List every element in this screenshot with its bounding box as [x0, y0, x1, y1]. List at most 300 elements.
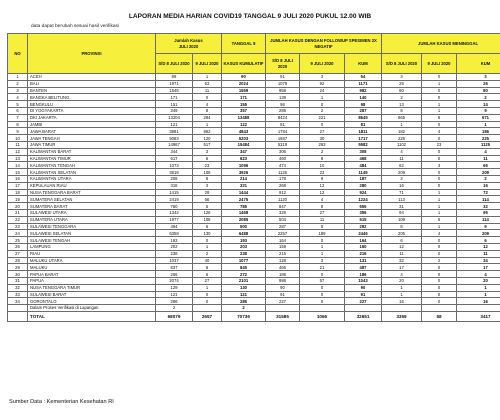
row-kumulatif: 845 — [222, 264, 266, 271]
row-s8: 2419 — [156, 196, 193, 203]
row-province: BANTEN — [28, 87, 156, 94]
row-followup-j9: 9 — [300, 175, 345, 182]
row-meninggal-s8: 1 — [382, 291, 422, 298]
row-s8: 1415 — [156, 189, 193, 196]
row-meninggal-j9: 6 — [422, 114, 457, 121]
header-jumlah-kasus-title: Jumlah Kasus — [174, 38, 203, 44]
row-no: 16 — [8, 175, 28, 182]
row-province: MALUKU UTARA — [28, 257, 156, 264]
row-meninggal-kum: 6 — [457, 237, 500, 244]
row-kumulatif: 500 — [222, 223, 266, 230]
row-meninggal-kum: 80 — [457, 87, 500, 94]
row-j9: 2 — [193, 250, 222, 257]
row-kumulatif: 286 — [222, 298, 266, 305]
table-row — [8, 101, 500, 108]
row-province: MALUKU — [28, 264, 156, 271]
row-no: 22 — [8, 216, 28, 223]
table-row — [8, 277, 500, 284]
table-row — [8, 196, 500, 203]
table-row — [8, 87, 500, 94]
row-no: 31 — [8, 277, 28, 284]
table-row — [8, 243, 500, 250]
row-meninggal-kum: 11 — [457, 155, 500, 162]
row-meninggal-s8: 1 — [382, 284, 422, 291]
row-no: 8 — [8, 121, 28, 128]
row-followup-j9: 27 — [300, 128, 345, 135]
row-kumulatif: 122 — [222, 121, 266, 128]
row-s8: 171 — [156, 94, 193, 101]
row-province: Dalam Proses Verifikasi di Lapangan — [28, 305, 156, 312]
row-followup-j9: 3 — [300, 257, 345, 264]
row-followup-j9: 0 — [300, 284, 345, 291]
source-note: Sumber Data : Kementerian Kesehatan RI — [9, 399, 114, 405]
row-followup-kum: 164 — [345, 237, 382, 244]
row-followup-kum: 515 — [345, 216, 382, 223]
table-row — [8, 305, 500, 312]
row-meninggal-j9: 1 — [422, 80, 457, 87]
row-j9: 1 — [193, 74, 222, 81]
row-j9: 130 — [193, 230, 222, 237]
row-meninggal-j9: 0 — [422, 94, 457, 101]
row-followup-s8: 1687 — [266, 135, 300, 142]
table-row — [8, 264, 500, 271]
row-j9: 1 — [193, 121, 222, 128]
row-meninggal-j9: 0 — [422, 243, 457, 250]
table-row — [8, 155, 500, 162]
row-no: 20 — [8, 203, 28, 210]
row-followup-j9: 0 — [300, 237, 345, 244]
row-no: 18 — [8, 189, 28, 196]
row-meninggal-s8: 2 — [382, 175, 422, 182]
row-meninggal-s8: 80 — [382, 87, 422, 94]
table-row — [8, 162, 500, 169]
row-followup-s8: 466 — [266, 264, 300, 271]
row-followup-j9: 8 — [300, 155, 345, 162]
row-meninggal-kum: 209 — [457, 169, 500, 176]
row-province: KALIMANTAN BARAT — [28, 148, 156, 155]
row-s8: 6358 — [156, 230, 193, 237]
table-row — [8, 169, 500, 176]
row-meninggal-s8: 13 — [382, 101, 422, 108]
row-meninggal-j9: 0 — [422, 121, 457, 128]
row-followup-j9: 21 — [300, 264, 345, 271]
row-j9: 8 — [193, 264, 222, 271]
row-province: PAPUA BARAT — [28, 271, 156, 278]
row-kumulatif: 6488 — [222, 230, 266, 237]
row-followup-j9: 92 — [300, 80, 345, 87]
table-row — [8, 298, 500, 305]
row-meninggal-s8: 8 — [382, 223, 422, 230]
row-meninggal-kum: 2 — [457, 94, 500, 101]
table-row — [8, 257, 500, 264]
row-followup-s8: 1784 — [266, 128, 300, 135]
row-s8: 193 — [156, 237, 193, 244]
row-meninggal-s8: 8 — [382, 107, 422, 114]
row-meninggal-j9: 1 — [422, 101, 457, 108]
row-j9: 4 — [193, 101, 222, 108]
row-j9: 0 — [193, 291, 222, 298]
header-j9-followup: 9 JULI 2020 — [300, 54, 345, 74]
row-province: DKI JAKARTA — [28, 114, 156, 121]
row-followup-j9: 1066 — [300, 311, 345, 321]
row-kumulatif: 155 — [222, 101, 266, 108]
row-meninggal-kum: 9 — [457, 107, 500, 114]
row-s8: 780 — [156, 203, 193, 210]
row-kumulatif: 2101 — [222, 277, 266, 284]
row-meninggal-kum: 26 — [457, 80, 500, 87]
row-j9: 6 — [193, 155, 222, 162]
table-body — [8, 74, 500, 322]
row-followup-kum: 1043 — [345, 277, 382, 284]
table-row — [8, 94, 500, 101]
row-province: SULAWESI UTARA — [28, 209, 156, 216]
header-jumlah-kasus-sub: JULI 2020 — [178, 43, 199, 49]
row-j9: 517 — [193, 141, 222, 148]
row-j9: 11 — [193, 87, 222, 94]
row-meninggal-s8: 109 — [382, 216, 422, 223]
header-kum-followup: KUM — [345, 54, 382, 74]
row-followup-s8: 164 — [266, 237, 300, 244]
row-s8: 494 — [156, 223, 193, 230]
header-kum-meninggal: KUM — [457, 54, 500, 74]
row-no: 7 — [8, 114, 28, 121]
row-meninggal-j9: 0 — [422, 284, 457, 291]
table-row — [8, 250, 500, 257]
row-kumulatif: 321 — [222, 182, 266, 189]
row-kumulatif: 785 — [222, 203, 266, 210]
row-meninggal-kum: 14 — [457, 101, 500, 108]
table-row — [8, 209, 500, 216]
row-no: 29 — [8, 264, 28, 271]
row-followup-s8: 287 — [266, 223, 300, 230]
row-followup-s8: 91 — [266, 291, 300, 298]
row-province: DI YOGYAKARTA — [28, 107, 156, 114]
row-no: 2 — [8, 80, 28, 87]
row-meninggal-kum: 95 — [457, 209, 500, 216]
row-meninggal-kum: 20 — [457, 277, 500, 284]
row-followup-kum: 356 — [345, 209, 382, 216]
row-followup-kum: 468 — [345, 155, 382, 162]
row-followup-s8: 474 — [266, 162, 300, 169]
row-meninggal-kum: 72 — [457, 189, 500, 196]
row-meninggal-s8: 32 — [382, 257, 422, 264]
row-kumulatif: 3926 — [222, 169, 266, 176]
row-s8: 5083 — [156, 135, 193, 142]
row-s8: 206 — [156, 175, 193, 182]
row-kumulatif: 5203 — [222, 135, 266, 142]
row-no: 17 — [8, 182, 28, 189]
row-followup-j9: 11 — [300, 216, 345, 223]
row-meninggal-j9 — [422, 305, 457, 312]
row-no: 21 — [8, 209, 28, 216]
row-j9: 0 — [193, 237, 222, 244]
row-meninggal-kum: 4 — [457, 271, 500, 278]
row-followup-s8: 215 — [266, 250, 300, 257]
table-row — [8, 141, 500, 148]
row-meninggal-s8: 225 — [382, 135, 422, 142]
row-no: 30 — [8, 271, 28, 278]
row-no — [8, 305, 28, 312]
row-meninggal-s8: 2 — [382, 94, 422, 101]
table-row — [8, 182, 500, 189]
table-row — [8, 189, 500, 196]
row-meninggal-kum: 32 — [457, 203, 500, 210]
row-meninggal-kum: 225 — [457, 135, 500, 142]
row-meninggal-s8: 17 — [382, 264, 422, 271]
row-s8: 202 — [156, 243, 193, 250]
row-meninggal-j9: 0 — [422, 277, 457, 284]
row-meninggal-s8: 205 — [382, 230, 422, 237]
row-kumulatif: 357 — [222, 107, 266, 114]
row-province: RIAU — [28, 250, 156, 257]
row-followup-kum: 1224 — [345, 196, 382, 203]
row-meninggal-s8 — [382, 305, 422, 312]
row-meninggal-kum: 16 — [457, 182, 500, 189]
row-followup-s8: 51 — [266, 74, 300, 81]
row-kumulatif: 2024 — [222, 80, 266, 87]
row-meninggal-s8: 1102 — [382, 141, 422, 148]
row-meninggal-kum: 16 — [457, 298, 500, 305]
row-followup-kum: 2446 — [345, 230, 382, 237]
row-s8: 318 — [156, 182, 193, 189]
table-row — [8, 80, 500, 87]
row-kumulatif: 347 — [222, 148, 266, 155]
row-province: LAMPUNG — [28, 243, 156, 250]
row-province: TOTAL — [28, 311, 156, 321]
row-followup-j9: 263 — [300, 141, 345, 148]
row-meninggal-s8: 3 — [382, 74, 422, 81]
row-meninggal-s8: 11 — [382, 250, 422, 257]
row-kumulatif: 4843 — [222, 128, 266, 135]
row-meninggal-j9: 2 — [422, 257, 457, 264]
row-followup-s8: 8424 — [266, 114, 300, 121]
row-j9: 29 — [193, 189, 222, 196]
row-meninggal-j9: 1 — [422, 223, 457, 230]
row-followup-s8: 986 — [266, 277, 300, 284]
row-kumulatif: 13488 — [222, 114, 266, 121]
row-s8: 13204 — [156, 114, 193, 121]
row-followup-s8: 186 — [266, 271, 300, 278]
row-meninggal-j9: 1 — [422, 107, 457, 114]
row-meninggal-s8: 94 — [382, 209, 422, 216]
row-followup-j9: 2 — [300, 107, 345, 114]
row-s8: 266 — [156, 271, 193, 278]
row-meninggal-j9: 4 — [422, 230, 457, 237]
row-meninggal-j9: 0 — [422, 74, 457, 81]
row-kumulatif: 203 — [222, 243, 266, 250]
row-followup-kum: 186 — [345, 271, 382, 278]
table-row — [8, 128, 500, 135]
row-followup-kum: 308 — [345, 148, 382, 155]
row-kumulatif: 2085 — [222, 216, 266, 223]
row-province: SULAWESI BARAT — [28, 291, 156, 298]
row-followup-j9: 8 — [300, 203, 345, 210]
row-followup-j9: 10 — [300, 162, 345, 169]
row-province: KALIMANTAN TENGAH — [28, 162, 156, 169]
row-no: 28 — [8, 257, 28, 264]
row-j9: 6 — [193, 271, 222, 278]
row-meninggal-s8: 16 — [382, 182, 422, 189]
row-followup-kum: 287 — [345, 107, 382, 114]
row-s8: 236 — [156, 250, 193, 257]
row-no: 27 — [8, 250, 28, 257]
row-followup-kum: 227 — [345, 298, 382, 305]
row-followup-kum: 655 — [345, 203, 382, 210]
row-province: KALIMANTAN SELATAN — [28, 169, 156, 176]
row-meninggal-j9: 0 — [422, 135, 457, 142]
row-meninggal-s8: 71 — [382, 189, 422, 196]
row-province: JAMBI — [28, 121, 156, 128]
row-followup-kum: 484 — [345, 162, 382, 169]
row-meninggal-kum: 3417 — [457, 311, 500, 321]
row-kumulatif: 1468 — [222, 209, 266, 216]
row-kumulatif: 623 — [222, 155, 266, 162]
row-s8: 1971 — [156, 80, 193, 87]
row-meninggal-kum: 671 — [457, 114, 500, 121]
table-header — [8, 34, 500, 74]
row-followup-s8: 90 — [266, 284, 300, 291]
row-province: SUMATERA SELATAN — [28, 196, 156, 203]
table-row — [8, 271, 500, 278]
row-meninggal-j9: 23 — [422, 141, 457, 148]
table-row — [8, 284, 500, 291]
row-followup-j9: 23 — [300, 169, 345, 176]
row-no: 10 — [8, 135, 28, 142]
row-no: 25 — [8, 237, 28, 244]
table-row — [8, 216, 500, 223]
table-row — [8, 223, 500, 230]
row-meninggal-j9: 0 — [422, 264, 457, 271]
row-followup-s8: 268 — [266, 182, 300, 189]
row-followup-s8: 98 — [266, 101, 300, 108]
row-province: BENGKULU — [28, 101, 156, 108]
row-followup-s8: 227 — [266, 298, 300, 305]
row-s8: 129 — [156, 284, 193, 291]
header-kumulatif: KASUS KUMULATIF — [222, 54, 266, 74]
row-s8: 121 — [156, 291, 193, 298]
row-followup-s8: 1120 — [266, 196, 300, 203]
row-followup-kum: 8645 — [345, 114, 382, 121]
row-meninggal-j9: 5 — [422, 216, 457, 223]
row-kumulatif: 171 — [222, 94, 266, 101]
row-meninggal-kum: 65 — [457, 162, 500, 169]
row-meninggal-kum: 4 — [457, 148, 500, 155]
row-s8: 1548 — [156, 87, 193, 94]
row-kumulatif: 2 — [222, 305, 266, 312]
row-meninggal-s8: 12 — [382, 243, 422, 250]
row-no: 24 — [8, 230, 28, 237]
row-j9: 27 — [193, 277, 222, 284]
row-meninggal-j9: 0 — [422, 155, 457, 162]
row-meninggal-j9: 0 — [422, 87, 457, 94]
row-meninggal-s8: 182 — [382, 128, 422, 135]
row-meninggal-j9: 1 — [422, 209, 457, 216]
row-j9 — [193, 305, 222, 312]
row-no: 23 — [8, 223, 28, 230]
row-j9: 1 — [193, 284, 222, 291]
row-followup-j9 — [300, 305, 345, 312]
row-j9: 108 — [193, 169, 222, 176]
row-followup-kum: 1149 — [345, 169, 382, 176]
row-followup-s8: 178 — [266, 175, 300, 182]
row-s8: 121 — [156, 121, 193, 128]
row-followup-kum: 187 — [345, 175, 382, 182]
row-province: BANGKA BELITUNG — [28, 94, 156, 101]
row-followup-kum: 91 — [345, 291, 382, 298]
row-meninggal-j9: 0 — [422, 182, 457, 189]
row-province: SUMATERA UTARA — [28, 216, 156, 223]
row-followup-s8: 1126 — [266, 169, 300, 176]
header-j9: 9 JULI 2020 — [193, 54, 222, 74]
row-no: 19 — [8, 196, 28, 203]
row-followup-s8: 285 — [266, 107, 300, 114]
row-meninggal-j9: 1 — [422, 203, 457, 210]
row-followup-j9: 24 — [300, 87, 345, 94]
row-meninggal-kum: 1 — [457, 121, 500, 128]
row-meninggal-kum: 34 — [457, 257, 500, 264]
row-province: BALI — [28, 80, 156, 87]
row-meninggal-j9: 1 — [422, 196, 457, 203]
row-j9: 0 — [193, 298, 222, 305]
row-kumulatif: 1559 — [222, 87, 266, 94]
row-s8: 14967 — [156, 141, 193, 148]
table-row — [8, 74, 500, 81]
table-row — [8, 175, 500, 182]
row-meninggal-kum: 114 — [457, 216, 500, 223]
row-j9: 53 — [193, 80, 222, 87]
row-meninggal-kum: 11 — [457, 250, 500, 257]
row-no: 33 — [8, 291, 28, 298]
row-followup-s8: 31585 — [266, 311, 300, 321]
row-kumulatif: 130 — [222, 284, 266, 291]
row-no: 12 — [8, 148, 28, 155]
row-meninggal-j9: 0 — [422, 169, 457, 176]
row-s8: 2074 — [156, 277, 193, 284]
row-province: SUMATERA BARAT — [28, 203, 156, 210]
row-followup-s8: 912 — [266, 189, 300, 196]
row-followup-s8: 139 — [266, 94, 300, 101]
row-meninggal-s8: 6 — [382, 237, 422, 244]
header-s8-followup: S/D 8 JULI 2020 — [266, 54, 300, 74]
row-followup-s8: 1079 — [266, 80, 300, 87]
row-followup-s8: 81 — [266, 121, 300, 128]
header-no: NO — [8, 34, 28, 74]
header-jumlah-kasus — [156, 34, 222, 54]
row-kumulatif: 272 — [222, 271, 266, 278]
row-province: KALIMANTAN TIMUR — [28, 155, 156, 162]
row-followup-s8: 329 — [266, 209, 300, 216]
row-kumulatif: 2475 — [222, 196, 266, 203]
row-followup-j9: 189 — [300, 230, 345, 237]
row-followup-j9: 27 — [300, 209, 345, 216]
row-no — [8, 311, 28, 321]
row-province: KEPULAUAN RIAU — [28, 182, 156, 189]
row-j9: 3 — [193, 182, 222, 189]
row-j9: 120 — [193, 135, 222, 142]
row-followup-kum: 292 — [345, 223, 382, 230]
row-j9: 2657 — [193, 311, 222, 321]
row-province: KALIMANTAN UTARA — [28, 175, 156, 182]
row-followup-j9: 4 — [300, 196, 345, 203]
row-s8: 1342 — [156, 209, 193, 216]
table-row — [8, 114, 500, 121]
row-kumulatif: 90 — [222, 74, 266, 81]
row-province: SULAWESI SELATAN — [28, 230, 156, 237]
row-meninggal-j9: 4 — [422, 128, 457, 135]
row-s8: 1977 — [156, 216, 193, 223]
row-followup-s8: 647 — [266, 203, 300, 210]
row-followup-s8: 5319 — [266, 141, 300, 148]
